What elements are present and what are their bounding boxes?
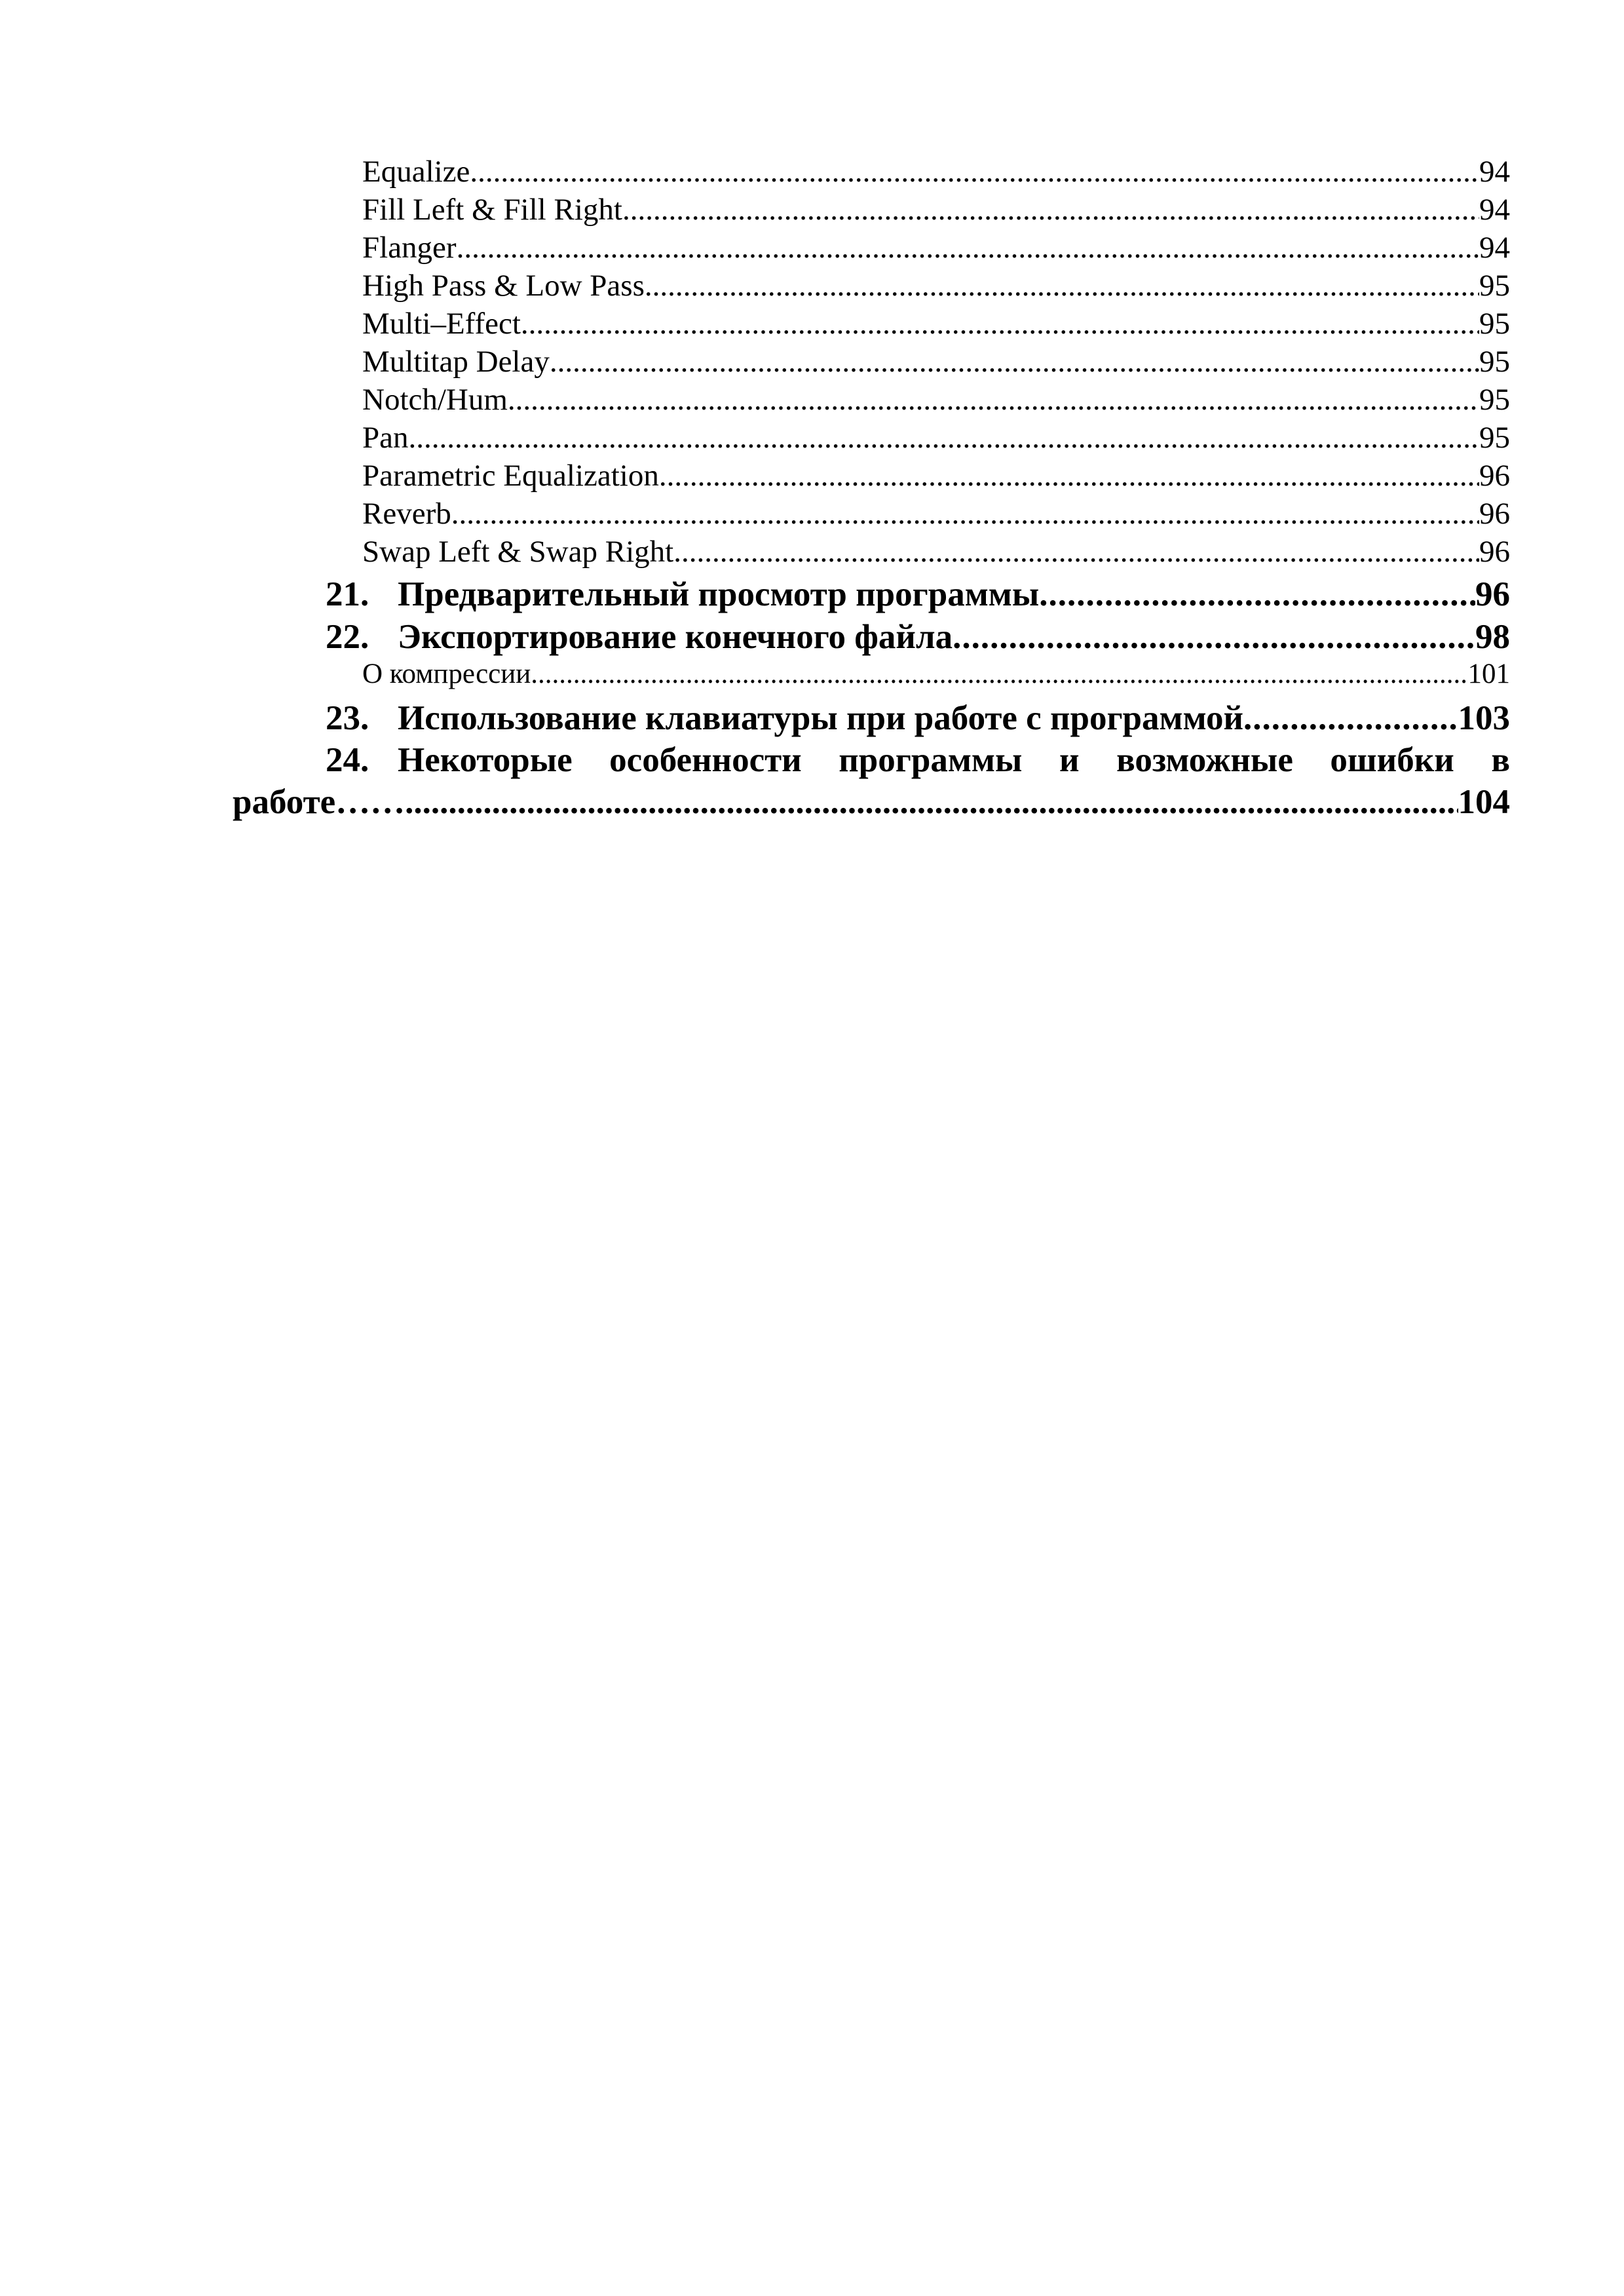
dot-leader — [531, 657, 1467, 691]
toc-entry-page: 95 — [1479, 421, 1510, 455]
toc-entry-title: Multi–Effect — [362, 307, 521, 341]
title-word: ошибки — [1330, 741, 1454, 779]
chapter-page: 104 — [1458, 783, 1510, 821]
toc-entry-title: High Pass & Low Pass — [362, 269, 645, 303]
toc-entry-page: 94 — [1479, 193, 1510, 227]
toc-chapter-24-line2[interactable] — [233, 781, 1510, 823]
toc-entry-notch-hum[interactable] — [362, 381, 1510, 419]
chapter-title: Предварительный просмотр программы — [398, 575, 1040, 613]
toc-entry-page: 95 — [1479, 383, 1510, 417]
toc-entry-page: 94 — [1479, 231, 1510, 265]
chapter-number: 24. — [326, 741, 369, 779]
dot-leader — [457, 229, 1479, 267]
toc-entry-page: 95 — [1479, 345, 1510, 379]
dot-leader — [470, 153, 1479, 191]
toc-entry-equalize[interactable] — [362, 153, 1510, 191]
toc-entry-title: О компрессии — [362, 659, 531, 689]
toc-entry-title: Pan — [362, 421, 409, 455]
toc-entry-title: Reverb — [362, 497, 451, 531]
chapter-title: Использование клавиатуры при работе с программой — [398, 699, 1244, 737]
toc-entry-title: Parametric Equalization — [362, 459, 659, 493]
chapter-number: 21. — [326, 575, 369, 613]
toc-chapter-21[interactable] — [326, 573, 1510, 615]
toc-entry-high-low-pass[interactable] — [362, 267, 1510, 305]
dot-leader — [508, 381, 1479, 419]
toc-entry-page: 94 — [1479, 155, 1510, 189]
dot-leader — [409, 419, 1480, 457]
dot-leader — [1039, 573, 1475, 615]
toc-entry-title: Flanger — [362, 231, 457, 265]
title-word: в — [1491, 741, 1510, 779]
chapter-page: 96 — [1475, 575, 1510, 613]
dot-leader — [521, 305, 1479, 343]
toc-entry-page: 95 — [1479, 307, 1510, 341]
dot-leader — [659, 457, 1479, 495]
dot-leader — [953, 616, 1475, 658]
toc-entry-multitap-delay[interactable] — [362, 343, 1510, 381]
chapter-page: 103 — [1458, 699, 1510, 737]
toc-entry-title: Multitap Delay — [362, 345, 550, 379]
toc-chapter-24-line1[interactable] — [326, 739, 1510, 781]
dot-leader — [673, 533, 1479, 571]
title-word: и — [1059, 741, 1080, 779]
toc-entry-title: Fill Left & Fill Right — [362, 193, 622, 227]
dot-leader — [1243, 697, 1458, 739]
dot-leader — [451, 495, 1479, 533]
toc-entry-fill-left-right[interactable] — [362, 191, 1510, 229]
dot-leader — [645, 267, 1479, 305]
toc-entry-multi-effect[interactable] — [362, 305, 1510, 343]
chapter-title: Экспортирование конечного файла — [398, 618, 953, 656]
toc-entry-flanger[interactable] — [362, 229, 1510, 267]
toc-entry-title: Equalize — [362, 155, 470, 189]
toc-entry-parametric-equalization[interactable] — [362, 457, 1510, 495]
toc-chapter-22[interactable] — [326, 616, 1510, 658]
title-word: программы — [839, 741, 1023, 779]
toc-entry-title: Notch/Hum — [362, 383, 508, 417]
toc-entry-reverb[interactable] — [362, 495, 1510, 533]
toc-entry-page: 101 — [1467, 659, 1510, 689]
toc-entry-page: 96 — [1479, 535, 1510, 569]
toc-entry-compression[interactable] — [362, 657, 1510, 691]
dot-leader — [405, 781, 1458, 823]
toc-entry-page: 95 — [1479, 269, 1510, 303]
toc-entry-pan[interactable] — [362, 419, 1510, 457]
dot-leader — [622, 191, 1479, 229]
toc-entry-title: Swap Left & Swap Right — [362, 535, 674, 569]
chapter-number: 22. — [326, 618, 369, 656]
title-word: Некоторые — [398, 741, 573, 779]
toc-entry-swap-left-right[interactable] — [362, 533, 1510, 571]
chapter-page: 98 — [1475, 618, 1510, 656]
chapter-title-continuation: работе…… — [233, 783, 406, 821]
chapter-title — [398, 739, 1510, 781]
toc-entry-page: 96 — [1479, 459, 1510, 493]
toc-chapter-23[interactable] — [326, 697, 1510, 739]
title-word: особенности — [609, 741, 802, 779]
toc-entry-page: 96 — [1479, 497, 1510, 531]
title-word: возможные — [1116, 741, 1293, 779]
chapter-number: 23. — [326, 699, 369, 737]
dot-leader — [550, 343, 1479, 381]
